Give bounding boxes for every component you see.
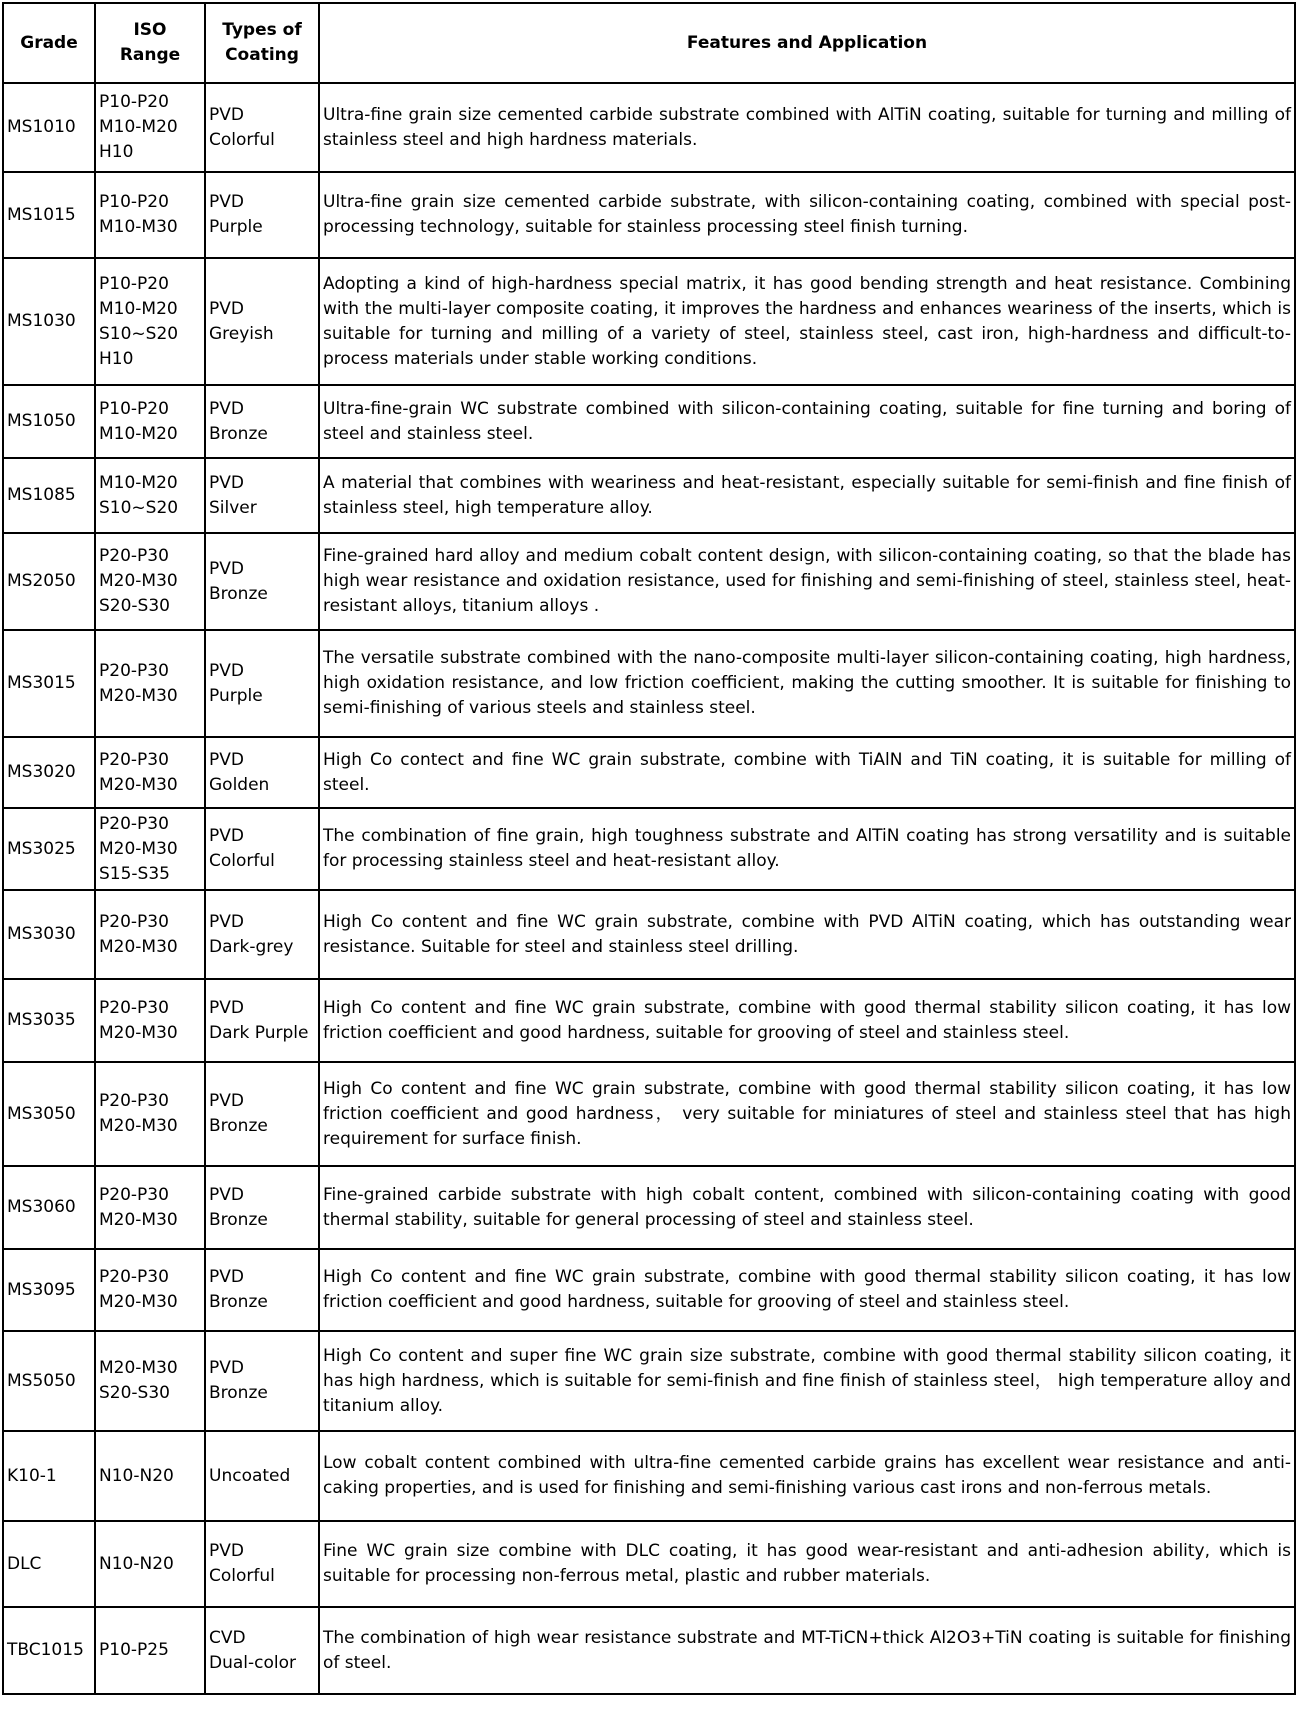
features-cell: Low cobalt content combined with ultra-fine cemented carbide grains has excellent wear resistance and anti-caking properties, and is used for finishing and semi-finishing various cast irons and non-ferrous metals. bbox=[319, 1431, 1295, 1521]
grade-cell: MS3015 bbox=[3, 630, 95, 737]
iso-range-cell: P10-P20 M10-M20 S10~S20 H10 bbox=[95, 258, 205, 385]
iso-range-cell: P20-P30 M20-M30 bbox=[95, 1249, 205, 1331]
header-coating-type: Types of Coating bbox=[205, 3, 319, 83]
features-cell: High Co content and fine WC grain substrate, combine with good thermal stability silicon coating, it has low friction coefficient and good hardness， very suitable for miniatures of steel and stainless steel that has high requirement for surface finish. bbox=[319, 1062, 1295, 1166]
features-cell: High Co content and fine WC grain substrate, combine with good thermal stability silicon coating, it has low friction coefficient and good hardness, suitable for grooving of steel and stainless steel. bbox=[319, 1249, 1295, 1331]
table-row bbox=[3, 1521, 1295, 1607]
coating-cell: PVD Bronze bbox=[205, 1331, 319, 1431]
grade-cell: MS1015 bbox=[3, 172, 95, 258]
features-cell: High Co content and fine WC grain substrate, combine with PVD AlTiN coating, which has outstanding wear resistance. Suitable for steel and stainless steel drilling. bbox=[319, 890, 1295, 979]
grade-cell: DLC bbox=[3, 1521, 95, 1607]
table-row bbox=[3, 533, 1295, 630]
header-iso-range: ISO Range bbox=[95, 3, 205, 83]
table-row bbox=[3, 385, 1295, 458]
header-row bbox=[3, 3, 1295, 83]
coating-cell: PVD Greyish bbox=[205, 258, 319, 385]
table-row bbox=[3, 979, 1295, 1062]
coating-cell: PVD Dark Purple bbox=[205, 979, 319, 1062]
grade-cell: TBC1015 bbox=[3, 1607, 95, 1694]
iso-range-cell: N10-N20 bbox=[95, 1521, 205, 1607]
iso-range-cell: P20-P30 M20-M30 bbox=[95, 737, 205, 808]
header-grade: Grade bbox=[3, 3, 95, 83]
iso-range-cell: N10-N20 bbox=[95, 1431, 205, 1521]
features-cell: Ultra-fine grain size cemented carbide substrate combined with AlTiN coating, suitable for turning and milling of stainless steel and high hardness materials. bbox=[319, 83, 1295, 172]
grade-cell: MS3035 bbox=[3, 979, 95, 1062]
features-cell: Fine-grained carbide substrate with high cobalt content, combined with silicon-containing coating with good thermal stability, suitable for general processing of steel and stainless steel. bbox=[319, 1166, 1295, 1249]
grades-table bbox=[2, 2, 1296, 1695]
iso-range-cell: M10-M20 S10~S20 bbox=[95, 458, 205, 533]
table-row bbox=[3, 1062, 1295, 1166]
iso-range-cell: P20-P30 M20-M30 bbox=[95, 890, 205, 979]
iso-range-cell: M20-M30 S20-S30 bbox=[95, 1331, 205, 1431]
table-row bbox=[3, 1331, 1295, 1431]
iso-range-cell: P20-P30 M20-M30 bbox=[95, 979, 205, 1062]
coating-cell: PVD Bronze bbox=[205, 385, 319, 458]
coating-cell: PVD Golden bbox=[205, 737, 319, 808]
table-row bbox=[3, 737, 1295, 808]
features-cell: Ultra-fine grain size cemented carbide substrate, with silicon-containing coating, combined with special post-processing technology, suitable for stainless processing steel finish turning. bbox=[319, 172, 1295, 258]
iso-range-cell: P10-P25 bbox=[95, 1607, 205, 1694]
features-cell: The combination of high wear resistance substrate and MT-TiCN+thick Al2O3+TiN coating is suitable for finishing of steel. bbox=[319, 1607, 1295, 1694]
grade-cell: MS1030 bbox=[3, 258, 95, 385]
coating-cell: PVD Colorful bbox=[205, 83, 319, 172]
coating-cell: PVD Bronze bbox=[205, 533, 319, 630]
coating-cell: PVD Bronze bbox=[205, 1062, 319, 1166]
coating-cell: PVD Silver bbox=[205, 458, 319, 533]
features-cell: Fine-grained hard alloy and medium cobalt content design, with silicon-containing coating, so that the blade has high wear resistance and oxidation resistance, used for finishing and semi-finishing of steel, stainless steel, heat-resistant alloys, titanium alloys . bbox=[319, 533, 1295, 630]
grade-cell: MS2050 bbox=[3, 533, 95, 630]
grade-cell: MS1085 bbox=[3, 458, 95, 533]
coating-cell: PVD Dark-grey bbox=[205, 890, 319, 979]
iso-range-cell: P20-P30 M20-M30 S15-S35 bbox=[95, 808, 205, 890]
grade-cell: MS3060 bbox=[3, 1166, 95, 1249]
table-row bbox=[3, 1431, 1295, 1521]
iso-range-cell: P20-P30 M20-M30 bbox=[95, 630, 205, 737]
coating-cell: PVD Purple bbox=[205, 630, 319, 737]
features-cell: Fine WC grain size combine with DLC coating, it has good wear-resistant and anti-adhesion ability, which is suitable for processing non-ferrous metal, plastic and rubber materials. bbox=[319, 1521, 1295, 1607]
iso-range-cell: P20-P30 M20-M30 bbox=[95, 1166, 205, 1249]
grade-cell: MS1010 bbox=[3, 83, 95, 172]
coating-cell: PVD Purple bbox=[205, 172, 319, 258]
iso-range-cell: P20-P30 M20-M30 bbox=[95, 1062, 205, 1166]
iso-range-cell: P10-P20 M10-M20 bbox=[95, 385, 205, 458]
table-row bbox=[3, 1249, 1295, 1331]
features-cell: High Co contect and fine WC grain substrate, combine with TiAlN and TiN coating, it is suitable for milling of steel. bbox=[319, 737, 1295, 808]
table-row bbox=[3, 1607, 1295, 1694]
table-row bbox=[3, 83, 1295, 172]
grade-cell: MS5050 bbox=[3, 1331, 95, 1431]
coating-cell: PVD Bronze bbox=[205, 1249, 319, 1331]
table-row bbox=[3, 458, 1295, 533]
features-cell: A material that combines with weariness and heat-resistant, especially suitable for semi-finish and fine finish of stainless steel, high temperature alloy. bbox=[319, 458, 1295, 533]
features-cell: Ultra-fine-grain WC substrate combined with silicon-containing coating, suitable for fine turning and boring of steel and stainless steel. bbox=[319, 385, 1295, 458]
table-row bbox=[3, 808, 1295, 890]
grade-cell: MS3030 bbox=[3, 890, 95, 979]
features-cell: The versatile substrate combined with the nano-composite multi-layer silicon-containing coating, high hardness, high oxidation resistance, and low friction coefficient, making the cutting smoother. It is suitable for finishing to semi-finishing of various steels and stainless steel. bbox=[319, 630, 1295, 737]
features-cell: High Co content and fine WC grain substrate, combine with good thermal stability silicon coating, it has low friction coefficient and good hardness, suitable for grooving of steel and stainless steel. bbox=[319, 979, 1295, 1062]
coating-cell: Uncoated bbox=[205, 1431, 319, 1521]
table-row bbox=[3, 258, 1295, 385]
grade-cell: MS3050 bbox=[3, 1062, 95, 1166]
grade-cell: K10-1 bbox=[3, 1431, 95, 1521]
coating-cell: PVD Colorful bbox=[205, 808, 319, 890]
iso-range-cell: P10-P20 M10-M20 H10 bbox=[95, 83, 205, 172]
coating-cell: PVD Colorful bbox=[205, 1521, 319, 1607]
grade-cell: MS3025 bbox=[3, 808, 95, 890]
table-row bbox=[3, 172, 1295, 258]
table-row bbox=[3, 630, 1295, 737]
features-cell: Adopting a kind of high-hardness special matrix, it has good bending strength and heat resistance. Combining with the multi-layer composite coating, it improves the hardness and enhances weariness of the inserts, which is suitable for turning and milling of a variety of steel, stainless steel, cast iron, high-hardness and difficult-to-process materials under stable working conditions. bbox=[319, 258, 1295, 385]
grade-cell: MS3095 bbox=[3, 1249, 95, 1331]
features-cell: The combination of fine grain, high toughness substrate and AlTiN coating has strong versatility and is suitable for processing stainless steel and heat-resistant alloy. bbox=[319, 808, 1295, 890]
grade-cell: MS1050 bbox=[3, 385, 95, 458]
table-row bbox=[3, 1166, 1295, 1249]
features-cell: High Co content and super fine WC grain size substrate, combine with good thermal stability silicon coating, it has high hardness, which is suitable for semi-finish and fine finish of stainless steel， high temperature alloy and titanium alloy. bbox=[319, 1331, 1295, 1431]
grade-cell: MS3020 bbox=[3, 737, 95, 808]
coating-cell: PVD Bronze bbox=[205, 1166, 319, 1249]
iso-range-cell: P10-P20 M10-M30 bbox=[95, 172, 205, 258]
header-features: Features and Application bbox=[319, 3, 1295, 83]
iso-range-cell: P20-P30 M20-M30 S20-S30 bbox=[95, 533, 205, 630]
table-row bbox=[3, 890, 1295, 979]
coating-cell: CVD Dual-color bbox=[205, 1607, 319, 1694]
